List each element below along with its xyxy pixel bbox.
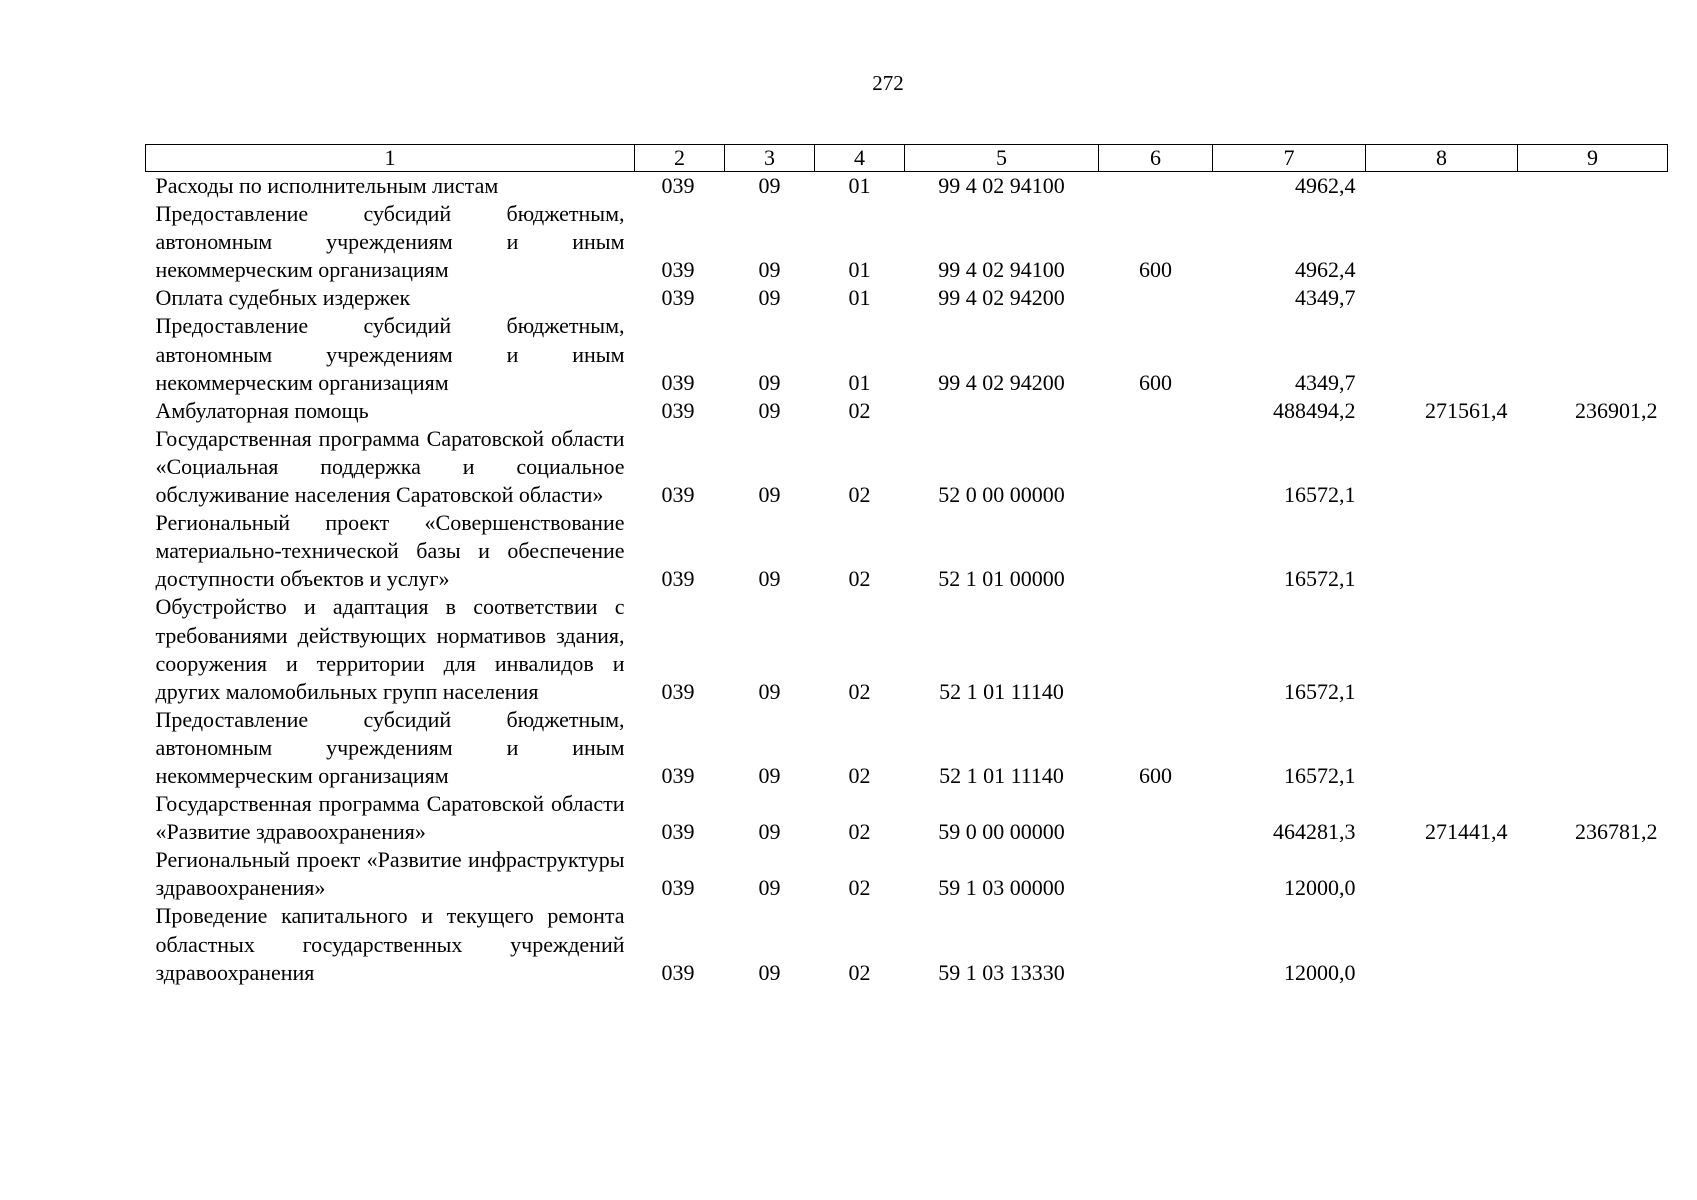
row-code-6 xyxy=(1099,790,1213,846)
row-amount-9: 236901,2 xyxy=(1575,397,1658,423)
table-row xyxy=(146,425,1668,509)
column-header-7: 7 xyxy=(1213,145,1366,172)
column-header-5: 5 xyxy=(905,145,1099,172)
table-row xyxy=(146,312,1668,396)
table-row xyxy=(146,593,1668,705)
row-code-4: 02 xyxy=(848,482,871,508)
row-code-6: 600 xyxy=(1139,257,1172,283)
row-code-6 xyxy=(1099,846,1213,902)
row-code-3: 09 xyxy=(758,762,781,788)
row-code-4: 02 xyxy=(848,566,871,592)
row-amount-8: 271441,4 xyxy=(1425,819,1508,845)
row-amount-9 xyxy=(1518,706,1668,790)
row-amount-9: 236781,2 xyxy=(1575,819,1658,845)
row-amount-7: 16572,1 xyxy=(1284,678,1356,704)
row-amount-7: 464281,3 xyxy=(1273,819,1356,845)
row-code-5: 59 1 03 13330 xyxy=(938,959,1065,985)
table-row xyxy=(146,200,1668,284)
table-header xyxy=(146,145,1668,172)
row-code-6: 600 xyxy=(1139,762,1172,788)
row-amount-8 xyxy=(1366,593,1518,705)
row-code-6 xyxy=(1099,902,1213,986)
row-code-4: 02 xyxy=(848,819,871,845)
row-code-2: 039 xyxy=(661,566,695,592)
row-code-4: 02 xyxy=(848,678,871,704)
column-header-8: 8 xyxy=(1366,145,1518,172)
row-code-5: 52 1 01 11140 xyxy=(939,762,1064,788)
row-code-5: 99 4 02 94200 xyxy=(938,369,1065,395)
row-amount-7: 16572,1 xyxy=(1284,566,1356,592)
row-code-4: 02 xyxy=(848,762,871,788)
row-code-2: 039 xyxy=(661,819,695,845)
column-header-6: 6 xyxy=(1099,145,1213,172)
row-amount-8 xyxy=(1366,706,1518,790)
table-row xyxy=(146,397,1668,425)
row-amount-9 xyxy=(1518,312,1668,396)
table-row xyxy=(146,509,1668,593)
row-code-2: 039 xyxy=(661,959,695,985)
table-row xyxy=(146,790,1668,846)
row-amount-7: 4349,7 xyxy=(1295,285,1356,311)
row-code-4: 02 xyxy=(848,959,871,985)
row-code-6 xyxy=(1099,593,1213,705)
row-code-4: 02 xyxy=(848,875,871,901)
row-amount-8 xyxy=(1366,846,1518,902)
row-code-5: 52 0 00 00000 xyxy=(938,482,1065,508)
row-amount-9 xyxy=(1518,425,1668,509)
row-code-5: 99 4 02 94200 xyxy=(938,285,1065,311)
row-code-3: 09 xyxy=(758,875,781,901)
row-code-5: 99 4 02 94100 xyxy=(938,257,1065,283)
table-body xyxy=(146,172,1668,987)
row-code-3: 09 xyxy=(758,285,781,311)
row-code-3: 09 xyxy=(758,397,781,423)
row-amount-9 xyxy=(1518,509,1668,593)
row-name: Оплата судебных издержек xyxy=(155,285,411,311)
header-row xyxy=(146,145,1668,172)
row-code-5 xyxy=(905,397,1099,425)
row-code-3: 09 xyxy=(758,482,781,508)
row-code-3: 09 xyxy=(758,257,781,283)
row-code-3: 09 xyxy=(758,959,781,985)
row-code-2: 039 xyxy=(661,257,695,283)
row-code-2: 039 xyxy=(661,875,695,901)
row-name: Предоставление субсидий бюджетным, автономным учреждениям и иным некоммерческим организациям xyxy=(155,706,625,788)
row-name: Государственная программа Саратовской области «Социальная поддержка и социальное обслуживание населения Саратовской области» xyxy=(155,425,625,508)
row-amount-7: 4349,7 xyxy=(1295,369,1356,395)
row-code-2: 039 xyxy=(661,173,695,198)
table-row xyxy=(146,172,1668,201)
table-row xyxy=(146,706,1668,790)
row-code-3: 09 xyxy=(758,173,781,198)
column-header-3: 3 xyxy=(725,145,815,172)
row-code-3: 09 xyxy=(758,819,781,845)
row-code-4: 01 xyxy=(848,285,871,311)
row-amount-9 xyxy=(1518,846,1668,902)
row-amount-8 xyxy=(1366,172,1518,201)
row-code-5: 52 1 01 00000 xyxy=(938,566,1065,592)
row-name: Предоставление субсидий бюджетным, автономным учреждениям и иным некоммерческим организациям xyxy=(155,313,625,395)
row-amount-9 xyxy=(1518,172,1668,201)
row-code-3: 09 xyxy=(758,566,781,592)
row-code-5: 59 1 03 00000 xyxy=(938,875,1065,901)
row-amount-7: 4962,4 xyxy=(1295,173,1356,198)
row-code-6 xyxy=(1099,172,1213,201)
row-amount-9 xyxy=(1518,902,1668,986)
row-code-2: 039 xyxy=(661,397,695,423)
row-code-5: 52 1 01 11140 xyxy=(939,678,1064,704)
row-amount-7: 488494,2 xyxy=(1273,397,1356,423)
budget-table xyxy=(145,144,1668,987)
table-row xyxy=(146,284,1668,312)
row-amount-9 xyxy=(1518,593,1668,705)
row-code-3: 09 xyxy=(758,369,781,395)
table-row xyxy=(146,846,1668,902)
row-code-4: 01 xyxy=(848,173,871,198)
row-code-2: 039 xyxy=(661,285,695,311)
row-amount-8 xyxy=(1366,425,1518,509)
row-amount-7: 12000,0 xyxy=(1284,959,1356,985)
row-code-6 xyxy=(1099,397,1213,425)
row-code-2: 039 xyxy=(661,369,695,395)
row-amount-7: 16572,1 xyxy=(1284,482,1356,508)
column-header-1: 1 xyxy=(146,145,635,172)
table-row xyxy=(146,902,1668,986)
row-code-6: 600 xyxy=(1139,369,1172,395)
row-code-4: 02 xyxy=(848,397,871,423)
row-code-2: 039 xyxy=(661,762,695,788)
column-header-2: 2 xyxy=(635,145,725,172)
page-number: 272 xyxy=(872,71,904,95)
row-name: Предоставление субсидий бюджетным, автономным учреждениям и иным некоммерческим организациям xyxy=(155,201,625,283)
row-code-2: 039 xyxy=(661,678,695,704)
row-amount-7: 16572,1 xyxy=(1284,762,1356,788)
row-code-4: 01 xyxy=(848,257,871,283)
row-code-6 xyxy=(1099,425,1213,509)
row-amount-8 xyxy=(1366,200,1518,284)
row-amount-8: 271561,4 xyxy=(1425,397,1508,423)
row-code-5: 59 0 00 00000 xyxy=(938,819,1065,845)
row-code-6 xyxy=(1099,509,1213,593)
column-header-4: 4 xyxy=(815,145,905,172)
row-code-2: 039 xyxy=(661,482,695,508)
row-code-3: 09 xyxy=(758,678,781,704)
row-amount-8 xyxy=(1366,902,1518,986)
row-amount-8 xyxy=(1366,284,1518,312)
row-name: Государственная программа Саратовской области «Развитие здравоохранения» xyxy=(155,791,625,845)
row-name: Расходы по исполнительным листам xyxy=(155,173,499,198)
row-amount-9 xyxy=(1518,200,1668,284)
column-header-9: 9 xyxy=(1518,145,1668,172)
row-amount-8 xyxy=(1366,312,1518,396)
row-amount-8 xyxy=(1366,509,1518,593)
row-code-5: 99 4 02 94100 xyxy=(938,173,1065,198)
row-name: Проведение капитального и текущего ремонта областных государственных учреждений здравоохранения xyxy=(155,903,625,985)
row-amount-9 xyxy=(1518,284,1668,312)
row-name: Обустройство и адаптация в соответствии с требованиями действующих нормативов здания, сооружения и территории для инвалидов и других маломобильных групп населения xyxy=(155,594,625,704)
row-name: Амбулаторная помощь xyxy=(155,397,369,423)
row-name: Региональный проект «Совершенствование материально-технической базы и обеспечение доступности объектов и услуг» xyxy=(155,510,625,592)
row-code-6 xyxy=(1099,284,1213,312)
row-name: Региональный проект «Развитие инфраструктуры здравоохранения» xyxy=(155,847,625,901)
row-amount-7: 4962,4 xyxy=(1295,257,1356,283)
row-code-4: 01 xyxy=(848,369,871,395)
row-amount-7: 12000,0 xyxy=(1284,875,1356,901)
